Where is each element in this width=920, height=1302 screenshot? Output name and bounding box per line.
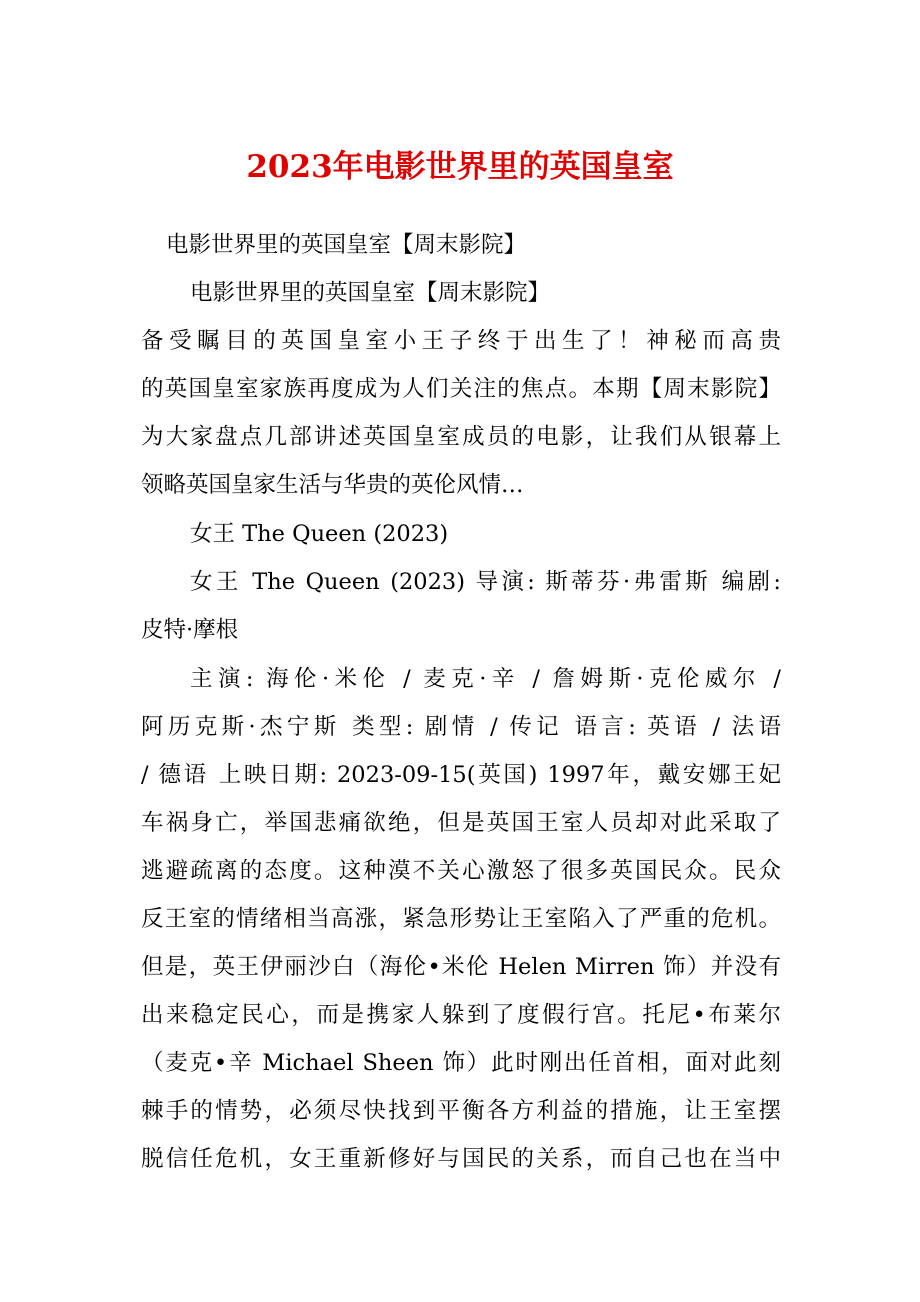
paragraph-line: 为大家盘点几部讲述英国皇室成员的电影，让我们从银幕上 — [141, 424, 781, 450]
paragraph-line: 但是，英王伊丽沙白（海伦•米伦 Helen Mirren 饰）并没有 — [141, 954, 781, 980]
section-heading: 电影世界里的英国皇室【周末影院】 — [190, 280, 551, 306]
paragraph-line: 女王 The Queen (2023) 导演: 斯蒂芬·弗雷斯 编剧: — [190, 569, 781, 595]
paragraph-line: 阿历克斯·杰宁斯 类型: 剧情 / 传记 语言: 英语 / 法语 — [141, 714, 781, 740]
paragraph-line: 棘手的情势，必须尽快找到平衡各方利益的措施，让王室摆 — [141, 1098, 781, 1124]
paragraph-line: 反王室的情绪相当高涨，紧急形势让王室陷入了严重的危机。 — [141, 906, 781, 932]
film-heading: 女王 The Queen (2023) — [190, 521, 449, 547]
paragraph-line: 脱信任危机，女王重新修好与国民的关系，而自己也在当中 — [141, 1146, 781, 1172]
paragraph-line: 主演: 海伦·米伦 / 麦克·辛 / 詹姆斯·克伦威尔 / — [190, 666, 781, 692]
paragraph-line: 领略英国皇家生活与华贵的英伦风情… — [141, 472, 524, 498]
paragraph-line: 的英国皇室家族再度成为人们关注的焦点。本期【周末影院】 — [141, 376, 781, 402]
paragraph-line: 逃避疏离的态度。这种漠不关心激怒了很多英国民众。民众 — [141, 858, 781, 884]
paragraph-line: （麦克•辛 Michael Sheen 饰）此时刚出任首相，面对此刻 — [141, 1050, 781, 1076]
paragraph-line: / 德语 上映日期: 2023-09-15(英国) 1997年，戴安娜王妃 — [141, 762, 781, 788]
subtitle-line: 电影世界里的英国皇室【周末影院】 — [166, 232, 527, 258]
document-title: 2023年电影世界里的英国皇室 — [246, 149, 674, 185]
paragraph-line: 皮特·摩根 — [141, 617, 239, 643]
paragraph-line: 出来稳定民心，而是携家人躲到了度假行宫。托尼•布莱尔 — [141, 1002, 781, 1028]
paragraph-line: 车祸身亡，举国悲痛欲绝，但是英国王室人员却对此采取了 — [141, 810, 781, 836]
paragraph-line: 备受瞩目的英国皇室小王子终于出生了！神秘而高贵 — [141, 328, 781, 354]
